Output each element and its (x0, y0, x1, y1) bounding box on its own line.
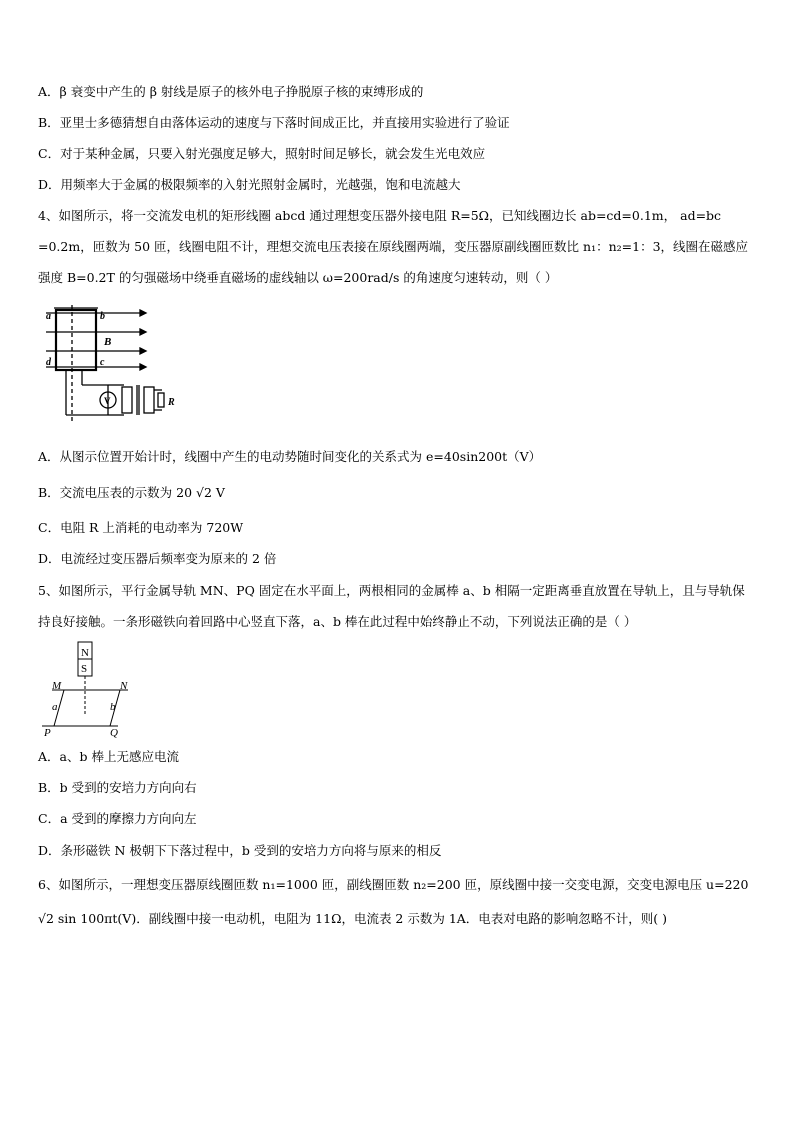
q5-option-b: B．b 受到的安培力方向向右 (38, 780, 197, 795)
fig5-label-Q: Q (110, 727, 118, 739)
fig4-label-B: B (104, 336, 112, 348)
fig5-label-M: M (52, 680, 62, 692)
fig4-label-a: a (46, 311, 51, 322)
q5-option-a: A．a、b 棒上无感应电流 (38, 749, 179, 764)
q5-rails-figure (40, 640, 140, 740)
fig4-label-R: R (168, 397, 175, 408)
q4-option-c: C．电阻 R 上消耗的电动率为 720W (38, 520, 244, 535)
fig4-label-V: V (104, 396, 111, 406)
fig5-label-N: N (120, 680, 128, 692)
fig4-label-c: c (100, 357, 105, 368)
q4-option-b: B．交流电压表的示数为 20 √2 V (38, 485, 225, 500)
q3-option-d: D．用频率大于金属的极限频率的入射光照射金属时，光越强，饱和电流越大 (38, 177, 461, 192)
q4-option-d: D．电流经过变压器后频率变为原来的 2 倍 (38, 551, 277, 566)
q3-option-c: C．对于某种金属，只要入射光强度足够大，照射时间足够长，就会发生光电效应 (38, 146, 486, 161)
fig4-label-d: d (46, 357, 51, 368)
q3-option-b: B．亚里士多德猜想自由落体运动的速度与下落时间成正比，并直接用实验进行了验证 (38, 115, 510, 130)
fig5-label-b: b (110, 701, 116, 713)
q4-option-a: A．从图示位置开始计时，线圈中产生的电动势随时间变化的关系式为 e=40sin200t（V） (38, 449, 542, 464)
fig5-label-P: P (44, 727, 51, 739)
fig5-label-a: a (52, 701, 58, 713)
q5-option-c: C．a 受到的摩擦力方向向左 (38, 811, 197, 826)
q5-option-d: D．条形磁铁 N 极朝下下落过程中，b 受到的安培力方向将与原来的相反 (38, 843, 442, 858)
q3-option-a: A．β 衰变中产生的 β 射线是原子的核外电子挣脱原子核的束缚形成的 (38, 84, 424, 99)
fig5-magnet-S: S (81, 663, 88, 675)
q5-stem: 5、如图所示，平行金属导轨 MN、PQ 固定在水平面上，两根相同的金属棒 a、b 相隔一定距离垂直放置在导轨上，且与导轨保持良好接触。一条形磁铁向着回路中心竖直下落，a、b 棒在此过程中始终静止不动，下列说法正确的是（ ） (38, 583, 745, 629)
fig4-label-b: b (100, 311, 105, 322)
fig5-magnet-N: N (81, 647, 89, 659)
q4-stem: 4、如图所示，将一交流发电机的矩形线圈 abcd 通过理想变压器外接电阻 R=5Ω，已知线圈边长 ab=cd=0.1m， ad=bc =0.2m，匝数为 50 匝，线圈电阻不计，理想交流电压表接在原线圈两端，变压器原副线圈匝数比 n₁：n₂=1：3，线圈在磁感应强度 B=0.2T 的匀强磁场中绕垂直磁场的虚线轴以 ω=200rad/s 的角速度匀速转动，则（ ） (38, 208, 749, 285)
q6-stem: 6、如图所示，一理想变压器原线圈匝数 n₁=1000 匝，副线圈匝数 n₂=200 匝，原线圈中接一交变电源，交变电源电压 u=220 √2 sin 100πt(V)．副线圈中接一电动机，电阻为 11Ω，电流表 2 示数为 1A．电表对电路的影响忽略不计，则( ) (38, 877, 749, 926)
q4-generator-figure (38, 305, 188, 425)
